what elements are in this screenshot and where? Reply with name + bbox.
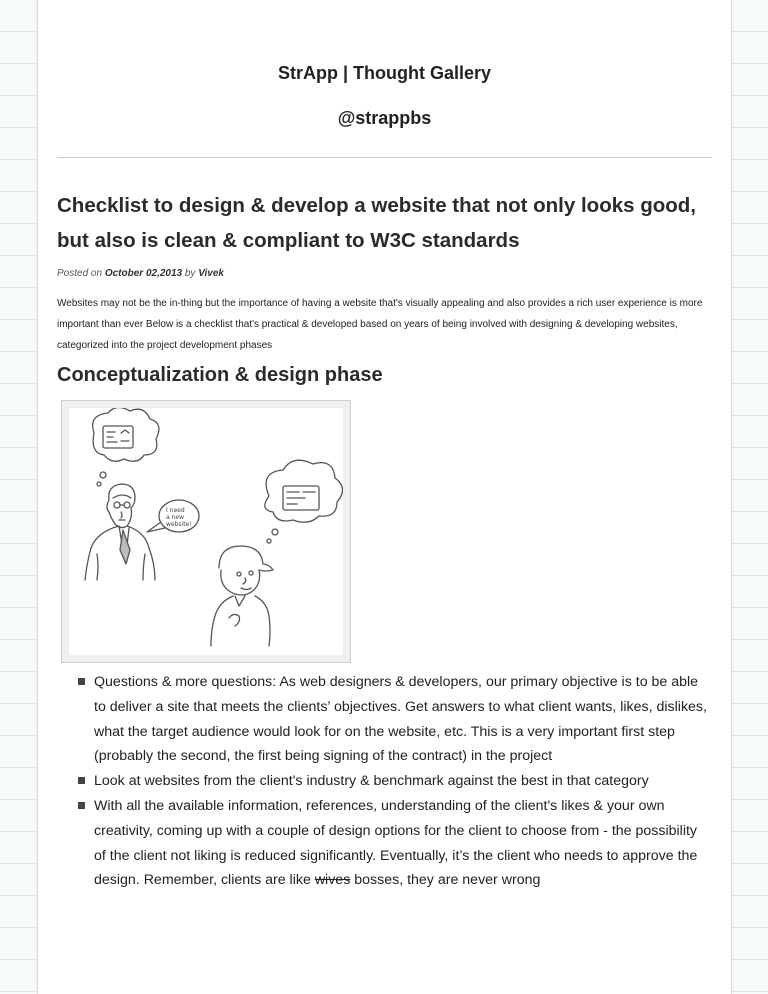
post-date: October 02,2013 (104, 268, 183, 279)
list-item-text-end: bosses, they are never wrong (354, 872, 541, 889)
struck-word: wives (314, 872, 351, 889)
list-item-text: With all the available information, references, understanding of the client's likes & your own creativity, coming up with a couple of design options for the client to choose from - the possibility of the client not liking is reduced significantly. Eventually, it’s the client who needs to approve the design. Remember, clients are like (94, 797, 698, 889)
bullet-square-icon (78, 802, 85, 809)
section-title: Conceptualization & design phase (57, 364, 383, 386)
sketch-illustration (69, 408, 343, 655)
header-divider (57, 157, 712, 158)
list-item (75, 794, 712, 893)
speech-text: I need (166, 507, 185, 514)
list-item (75, 769, 712, 794)
meta-by: by (184, 268, 196, 279)
illustration-image (61, 400, 351, 663)
post-meta (57, 268, 224, 279)
checklist (75, 670, 712, 893)
bullet-square-icon (78, 678, 85, 685)
bullet-square-icon (78, 777, 85, 784)
post-title: Checklist to design & develop a website that not only looks good, but also is clean & compliant to W3C standards (57, 194, 696, 252)
document-page (37, 0, 732, 994)
list-item-text: Questions & more questions: As web designers & developers, our primary objective is to be able to deliver a site that meets the clients’ objectives. Get answers to what client wants, likes, dislikes, what the target audience would look for on the website, etc. This is a very important first step (probably the second, the first being signing of the contract) in the project (94, 674, 707, 765)
site-title: StrApp | Thought Gallery (277, 63, 492, 83)
post-intro: Websites may not be the in-thing but the importance of having a website that's visually appealing and also provides a rich user experience is more important than ever Below is a checklist that's practical & developed based on years of being involved with designing & developing websites, categorized into the project development phases (57, 298, 703, 351)
svg-text:a new: a new (166, 514, 184, 521)
svg-text:website!: website! (166, 521, 192, 528)
list-item (75, 670, 712, 769)
list-item-text: Look at websites from the client's industry & benchmark against the best in that category (94, 773, 649, 790)
twitter-handle-link[interactable]: @strappbs (337, 108, 432, 128)
meta-prefix: Posted on (57, 268, 103, 279)
post-author[interactable]: Vivek (198, 268, 224, 279)
